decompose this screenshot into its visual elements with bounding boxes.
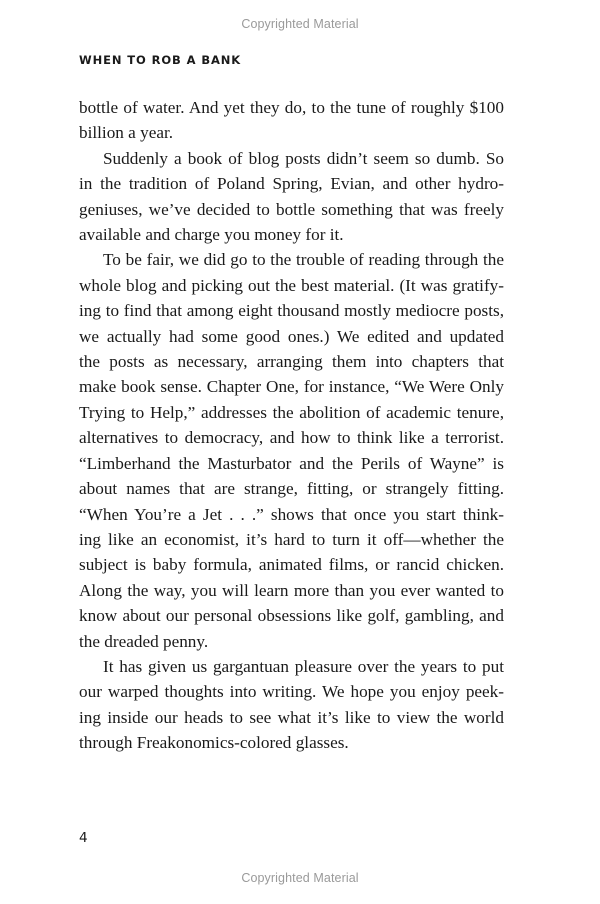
text-line: alternatives to democracy, and how to think like a terrorist. (79, 428, 504, 448)
text-line: know about our personal obsessions like golf, gambling, and (79, 606, 504, 626)
text-line: ing inside our heads to see what it’s like to view the world (79, 707, 504, 727)
copyright-watermark-top: Copyrighted Material (241, 17, 359, 31)
text-line: ing like an economist, it’s hard to turn it off—whether the (79, 529, 504, 549)
text-line: available and charge you money for it. (79, 225, 344, 245)
text-line: Suddenly a book of blog posts didn’t seem so dumb. So (103, 148, 504, 168)
text-line: the posts as necessary, arranging them into chapters that (79, 352, 504, 372)
text-line: “Limberhand the Masturbator and the Perils of Wayne” is (79, 453, 504, 473)
text-line: our warped thoughts into writing. We hope you enjoy peek- (79, 682, 504, 702)
text-line: bottle of water. And yet they do, to the tune of roughly $100 (79, 98, 504, 117)
text-line: subject is baby formula, animated films, or rancid chicken. (79, 555, 504, 575)
paragraph-2 (79, 146, 504, 248)
text-line: ing to find that among eight thousand mostly mediocre posts, (79, 301, 504, 321)
text-line: make book sense. Chapter One, for instance, “We Were Only (79, 377, 504, 397)
text-line: To be fair, we did go to the trouble of reading through the (103, 250, 504, 270)
text-line: we actually had some good ones.) We edited and updated (79, 326, 504, 346)
text-line: in the tradition of Poland Spring, Evian, and other hydro- (79, 174, 504, 194)
text-line: Trying to Help,” addresses the abolition of academic tenure, (79, 402, 504, 422)
text-line: It has given us gargantuan pleasure over the years to put (103, 656, 504, 676)
paragraph-3 (79, 247, 504, 654)
paragraph-4 (79, 654, 504, 756)
text-line: about names that are strange, fitting, or strangely fitting. (79, 479, 504, 499)
body-text (79, 95, 504, 756)
text-line: through Freakonomics-colored glasses. (79, 733, 349, 753)
page-number: 4 (79, 830, 88, 846)
text-line: whole blog and picking out the best material. (It was gratify- (79, 275, 504, 295)
text-line: billion a year. (79, 123, 174, 143)
text-line: “When You’re a Jet . . .” shows that once you start think- (79, 504, 504, 524)
text-line: Along the way, you will learn more than you ever wanted to (79, 580, 504, 600)
text-line: geniuses, we’ve decided to bottle something that was freely (79, 199, 504, 219)
text-line: the dreaded penny. (79, 631, 209, 651)
running-head: WHEN TO ROB A BANK (79, 53, 242, 67)
paragraph-1 (79, 95, 504, 146)
copyright-watermark-bottom: Copyrighted Material (241, 871, 359, 885)
